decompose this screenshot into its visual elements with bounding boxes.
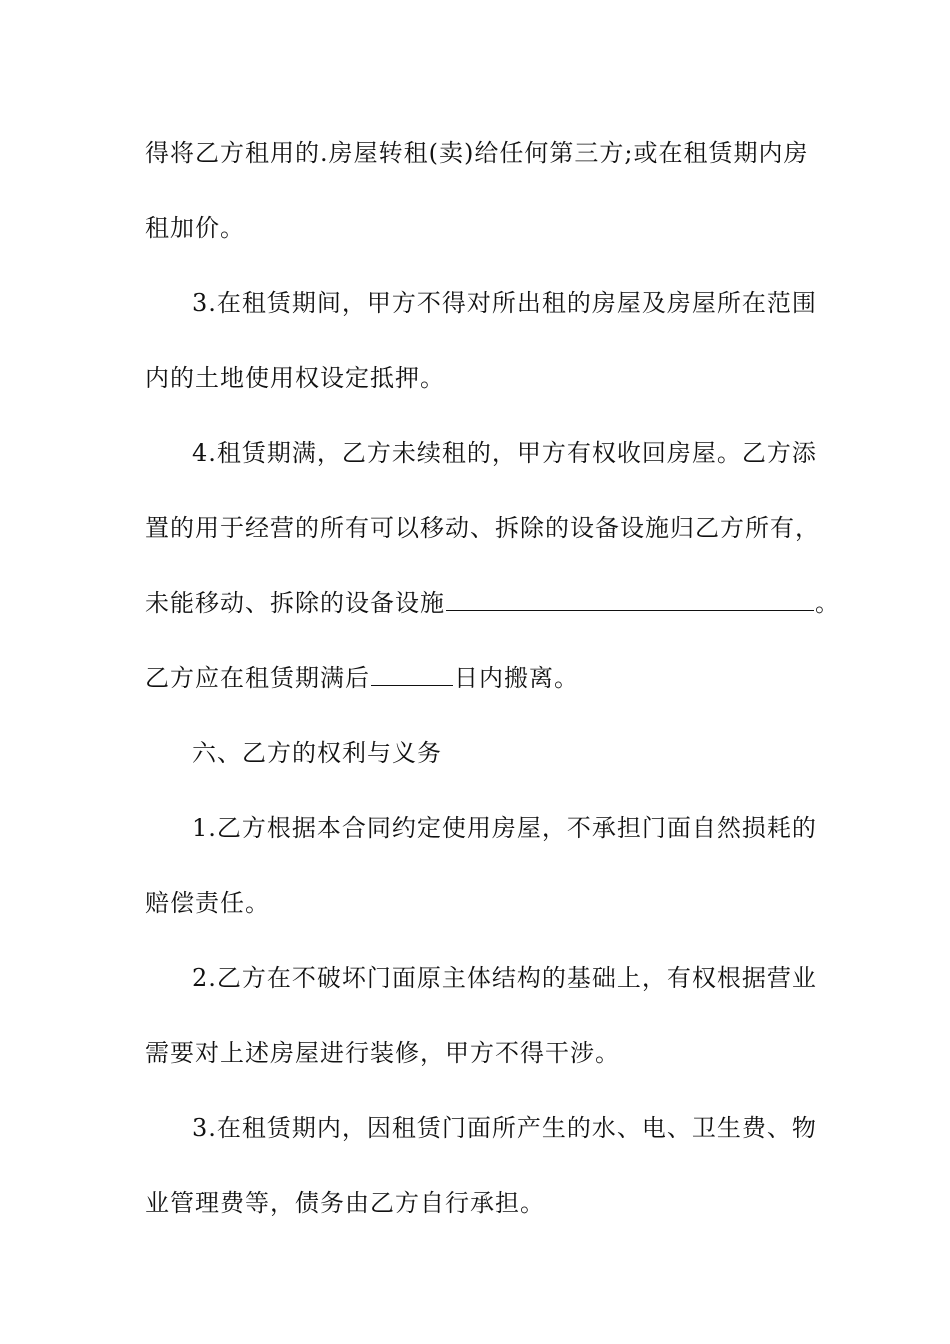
section-heading-party-b-rights: 六、乙方的权利与义务 bbox=[192, 739, 442, 767]
party-b-clause-2-continued: 需要对上述房屋进行装修，甲方不得干涉。 bbox=[145, 1039, 620, 1067]
text-segment: 未能移动、拆除的设备设施 bbox=[145, 589, 445, 617]
clause-3-continued: 内的土地使用权设定抵押。 bbox=[145, 364, 445, 392]
text-line-2: 租加价。 bbox=[145, 214, 245, 242]
clause-3-text: 3.在租赁期间，甲方不得对所出租的房屋及房屋所在范围 bbox=[192, 289, 817, 317]
party-b-clause-2-text: 2.乙方在不破坏门面原主体结构的基础上，有权根据营业 bbox=[192, 964, 817, 992]
party-b-clause-1-continued: 赔偿责任。 bbox=[145, 889, 270, 917]
party-b-clause-3-text: 3.在租赁期内，因租赁门面所产生的水、电、卫生费、物 bbox=[192, 1114, 817, 1142]
fill-in-blank-days[interactable] bbox=[371, 665, 453, 686]
text-segment: 乙方应在租赁期满后 bbox=[145, 664, 370, 692]
clause-4-text: 4.租赁期满，乙方未续租的，甲方有权收回房屋。乙方添 bbox=[192, 439, 817, 467]
party-b-clause-1-text: 1.乙方根据本合同约定使用房屋，不承担门面自然损耗的 bbox=[192, 814, 817, 842]
fill-in-blank-long[interactable] bbox=[446, 590, 814, 611]
clause-4-continued-1: 置的用于经营的所有可以移动、拆除的设备设施归乙方所有， bbox=[145, 514, 820, 542]
text-segment: 。 bbox=[815, 589, 840, 617]
text-segment: 日内搬离。 bbox=[454, 664, 579, 692]
party-b-clause-3-continued: 业管理费等，债务由乙方自行承担。 bbox=[145, 1189, 545, 1217]
clause-4-continued-3 bbox=[145, 658, 825, 698]
text-line-1: 得将乙方租用的.房屋转租(卖)给任何第三方;或在租赁期内房 bbox=[145, 139, 809, 167]
clause-4-continued-2 bbox=[145, 583, 845, 623]
